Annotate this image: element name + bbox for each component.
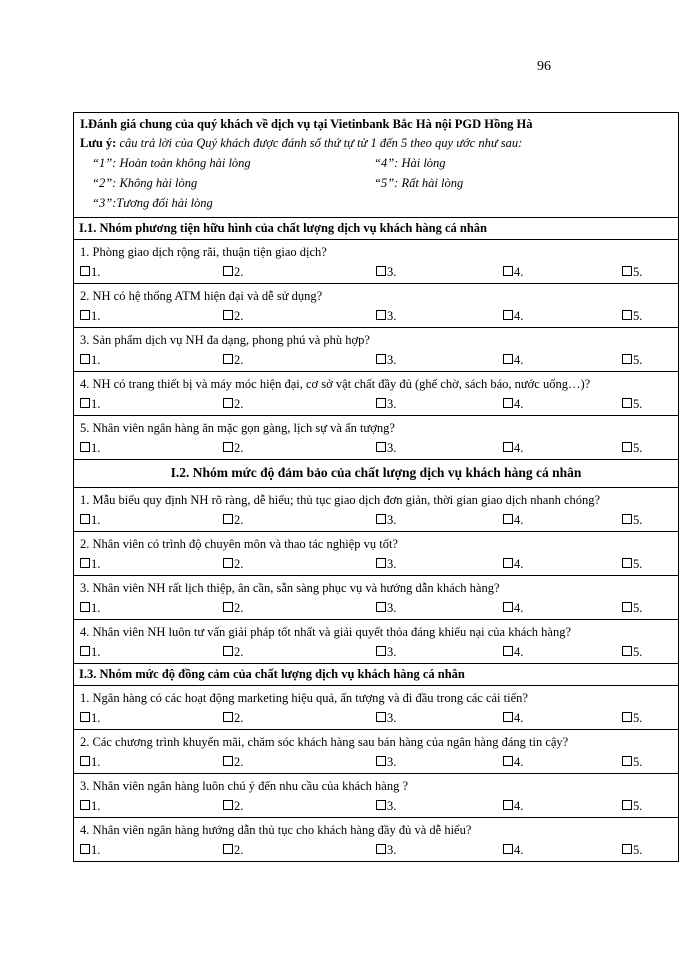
rating-option-label: 4. — [514, 557, 524, 571]
rating-option-4[interactable] — [503, 438, 622, 458]
checkbox[interactable] — [622, 398, 632, 408]
rating-option-label: 2. — [234, 353, 244, 367]
checkbox[interactable] — [223, 712, 233, 722]
rating-options — [80, 752, 673, 772]
rating-option-2[interactable] — [223, 306, 376, 326]
rating-option-label: 4. — [514, 843, 524, 857]
scale-item: “4”: Hài lòng — [374, 156, 446, 170]
rating-option-3[interactable] — [376, 642, 503, 662]
question-row — [74, 328, 678, 372]
checkbox[interactable] — [376, 310, 386, 320]
checkbox[interactable] — [503, 354, 513, 364]
rating-option-4[interactable] — [503, 598, 622, 618]
rating-option-label: 1. — [91, 799, 101, 813]
rating-option-4[interactable] — [503, 796, 622, 816]
rating-option-3[interactable] — [376, 350, 503, 370]
checkbox[interactable] — [80, 756, 90, 766]
rating-option-label: 2. — [234, 843, 244, 857]
survey-title: I.Đánh giá chung của quý khách về dịch vụ tại Vietinbank Bắc Hà nội PGD Hồng Hà — [80, 117, 533, 131]
question-text: 3. Sản phẩm dịch vụ NH đa dạng, phong phú và phù hợp? — [80, 333, 370, 347]
rating-option-label: 2. — [234, 265, 244, 279]
rating-option-label: 5. — [633, 441, 643, 455]
rating-option-label: 4. — [514, 397, 524, 411]
rating-option-label: 5. — [633, 557, 643, 571]
rating-option-3[interactable] — [376, 510, 503, 530]
rating-option-1[interactable] — [80, 642, 223, 662]
rating-option-5[interactable] — [622, 438, 673, 458]
checkbox[interactable] — [503, 602, 513, 612]
checkbox[interactable] — [376, 354, 386, 364]
question-row — [74, 532, 678, 576]
question-row — [74, 240, 678, 284]
rating-option-label: 5. — [633, 353, 643, 367]
rating-option-1[interactable] — [80, 708, 223, 728]
rating-option-4[interactable] — [503, 262, 622, 282]
rating-option-label: 5. — [633, 513, 643, 527]
scale-item: “5”: Rất hài lòng — [374, 176, 464, 190]
rating-options — [80, 438, 673, 458]
rating-option-5[interactable] — [622, 796, 673, 816]
rating-option-label: 3. — [387, 755, 397, 769]
rating-option-3[interactable] — [376, 840, 503, 860]
rating-option-3[interactable] — [376, 554, 503, 574]
rating-option-label: 5. — [633, 755, 643, 769]
rating-option-label: 1. — [91, 265, 101, 279]
checkbox[interactable] — [503, 558, 513, 568]
rating-option-3[interactable] — [376, 598, 503, 618]
rating-option-1[interactable] — [80, 262, 223, 282]
rating-option-label: 3. — [387, 799, 397, 813]
checkbox[interactable] — [80, 398, 90, 408]
rating-option-label: 5. — [633, 397, 643, 411]
rating-option-label: 1. — [91, 843, 101, 857]
rating-option-label: 4. — [514, 441, 524, 455]
rating-option-label: 4. — [514, 755, 524, 769]
checkbox[interactable] — [503, 712, 513, 722]
checkbox[interactable] — [503, 756, 513, 766]
checkbox[interactable] — [223, 844, 233, 854]
checkbox[interactable] — [503, 800, 513, 810]
checkbox[interactable] — [376, 646, 386, 656]
question-text: 3. Nhân viên ngân hàng luôn chú ý đến nhu cầu của khách hàng ? — [80, 779, 409, 793]
rating-option-4[interactable] — [503, 840, 622, 860]
rating-option-2[interactable] — [223, 510, 376, 530]
rating-option-label: 1. — [91, 755, 101, 769]
question-row — [74, 372, 678, 416]
checkbox[interactable] — [80, 712, 90, 722]
rating-option-2[interactable] — [223, 554, 376, 574]
checkbox[interactable] — [376, 266, 386, 276]
checkbox[interactable] — [223, 558, 233, 568]
checkbox[interactable] — [80, 310, 90, 320]
checkbox[interactable] — [80, 844, 90, 854]
rating-option-label: 4. — [514, 799, 524, 813]
rating-option-1[interactable] — [80, 306, 223, 326]
rating-option-1[interactable] — [80, 438, 223, 458]
rating-option-label: 5. — [633, 645, 643, 659]
checkbox[interactable] — [622, 646, 632, 656]
rating-option-5[interactable] — [622, 708, 673, 728]
rating-option-5[interactable] — [622, 350, 673, 370]
rating-option-5[interactable] — [622, 752, 673, 772]
rating-options — [80, 598, 673, 618]
rating-option-label: 1. — [91, 513, 101, 527]
checkbox[interactable] — [622, 354, 632, 364]
checkbox[interactable] — [80, 266, 90, 276]
checkbox[interactable] — [223, 442, 233, 452]
checkbox[interactable] — [376, 844, 386, 854]
rating-option-label: 5. — [633, 711, 643, 725]
checkbox[interactable] — [376, 712, 386, 722]
rating-option-2[interactable] — [223, 350, 376, 370]
rating-option-label: 4. — [514, 513, 524, 527]
rating-options — [80, 642, 673, 662]
rating-option-label: 4. — [514, 309, 524, 323]
page-number: 96 — [537, 59, 551, 74]
rating-option-5[interactable] — [622, 642, 673, 662]
rating-option-5[interactable] — [622, 510, 673, 530]
checkbox[interactable] — [503, 310, 513, 320]
rating-option-5[interactable] — [622, 262, 673, 282]
rating-option-label: 5. — [633, 601, 643, 615]
rating-option-label: 2. — [234, 711, 244, 725]
rating-option-1[interactable] — [80, 510, 223, 530]
rating-option-5[interactable] — [622, 598, 673, 618]
checkbox[interactable] — [376, 398, 386, 408]
rating-option-label: 2. — [234, 645, 244, 659]
rating-option-3[interactable] — [376, 262, 503, 282]
checkbox[interactable] — [503, 266, 513, 276]
rating-option-label: 2. — [234, 441, 244, 455]
checkbox[interactable] — [376, 514, 386, 524]
rating-option-label: 2. — [234, 601, 244, 615]
rating-option-2[interactable] — [223, 708, 376, 728]
intro-block — [74, 113, 678, 218]
note-label: Lưu ý: — [80, 136, 117, 150]
rating-option-5[interactable] — [622, 840, 673, 860]
checkbox[interactable] — [80, 558, 90, 568]
checkbox[interactable] — [376, 602, 386, 612]
rating-option-4[interactable] — [503, 510, 622, 530]
question-row — [74, 686, 678, 730]
section-heading: I.3. Nhóm mức độ đồng cảm của chất lượng dịch vụ khách hàng cá nhân — [74, 664, 678, 686]
rating-option-label: 4. — [514, 601, 524, 615]
question-text: 3. Nhân viên NH rất lịch thiệp, ân cần, sẵn sàng phục vụ và hướng dẫn khách hàng? — [80, 581, 500, 595]
checkbox[interactable] — [223, 646, 233, 656]
checkbox[interactable] — [622, 514, 632, 524]
scale-item: “2”: Không hài lòng — [92, 176, 198, 190]
checkbox[interactable] — [80, 514, 90, 524]
rating-option-5[interactable] — [622, 554, 673, 574]
rating-option-3[interactable] — [376, 394, 503, 414]
rating-option-2[interactable] — [223, 262, 376, 282]
checkbox[interactable] — [503, 442, 513, 452]
question-text: 1. Ngân hàng có các hoạt động marketing hiệu quả, ấn tượng và đi đầu trong các cải tiến? — [80, 691, 528, 705]
rating-option-1[interactable] — [80, 840, 223, 860]
rating-option-label: 2. — [234, 799, 244, 813]
checkbox[interactable] — [80, 442, 90, 452]
instruction-note — [80, 134, 673, 153]
checkbox[interactable] — [376, 800, 386, 810]
rating-option-label: 2. — [234, 397, 244, 411]
rating-option-label: 5. — [633, 799, 643, 813]
question-text: 4. Nhân viên ngân hàng hướng dẫn thủ tục cho khách hàng đầy đủ và dễ hiểu? — [80, 823, 472, 837]
rating-option-5[interactable] — [622, 394, 673, 414]
section-heading: I.2. Nhóm mức độ đảm bảo của chất lượng dịch vụ khách hàng cá nhân — [74, 460, 678, 488]
rating-option-label: 3. — [387, 397, 397, 411]
rating-option-3[interactable] — [376, 306, 503, 326]
checkbox[interactable] — [622, 558, 632, 568]
rating-option-2[interactable] — [223, 598, 376, 618]
rating-option-label: 5. — [633, 843, 643, 857]
rating-option-5[interactable] — [622, 306, 673, 326]
question-row — [74, 416, 678, 460]
checkbox[interactable] — [223, 756, 233, 766]
rating-option-3[interactable] — [376, 708, 503, 728]
scale-item: “1”: Hoàn toàn không hài lòng — [92, 156, 251, 170]
checkbox[interactable] — [376, 442, 386, 452]
rating-options — [80, 796, 673, 816]
question-text: 4. Nhân viên NH luôn tư vấn giải pháp tốt nhất và giải quyết thỏa đáng khiếu nại của khách hàng? — [80, 625, 572, 639]
checkbox[interactable] — [223, 310, 233, 320]
rating-options — [80, 394, 673, 414]
question-row — [74, 730, 678, 774]
rating-option-label: 1. — [91, 557, 101, 571]
rating-option-2[interactable] — [223, 438, 376, 458]
rating-option-4[interactable] — [503, 554, 622, 574]
checkbox[interactable] — [622, 442, 632, 452]
rating-option-label: 4. — [514, 353, 524, 367]
checkbox[interactable] — [80, 354, 90, 364]
checkbox[interactable] — [223, 602, 233, 612]
rating-option-2[interactable] — [223, 840, 376, 860]
checkbox[interactable] — [223, 266, 233, 276]
rating-options — [80, 350, 673, 370]
checkbox[interactable] — [503, 844, 513, 854]
rating-option-label: 3. — [387, 601, 397, 615]
rating-option-label: 5. — [633, 309, 643, 323]
checkbox[interactable] — [80, 646, 90, 656]
rating-option-label: 3. — [387, 843, 397, 857]
sections-container — [74, 218, 678, 861]
checkbox[interactable] — [223, 514, 233, 524]
rating-option-3[interactable] — [376, 752, 503, 772]
rating-option-label: 4. — [514, 711, 524, 725]
question-row — [74, 818, 678, 861]
question-row — [74, 774, 678, 818]
rating-option-2[interactable] — [223, 642, 376, 662]
checkbox[interactable] — [622, 800, 632, 810]
checkbox[interactable] — [80, 602, 90, 612]
question-row — [74, 488, 678, 532]
rating-option-1[interactable] — [80, 554, 223, 574]
rating-option-label: 3. — [387, 513, 397, 527]
question-text: 1. Mẫu biểu quy định NH rõ ràng, dễ hiểu; thủ tục giao dịch đơn giản, thời gian giao dịch nhanh chóng? — [80, 493, 601, 507]
checkbox[interactable] — [80, 800, 90, 810]
scale-item: “3”:Tương đối hài lòng — [92, 196, 213, 210]
rating-option-2[interactable] — [223, 752, 376, 772]
question-row — [74, 620, 678, 664]
rating-option-1[interactable] — [80, 350, 223, 370]
checkbox[interactable] — [223, 354, 233, 364]
rating-option-1[interactable] — [80, 752, 223, 772]
rating-option-4[interactable] — [503, 350, 622, 370]
rating-option-label: 1. — [91, 711, 101, 725]
rating-option-2[interactable] — [223, 796, 376, 816]
rating-option-label: 3. — [387, 353, 397, 367]
rating-option-label: 1. — [91, 601, 101, 615]
rating-option-2[interactable] — [223, 394, 376, 414]
rating-option-label: 3. — [387, 645, 397, 659]
rating-option-1[interactable] — [80, 598, 223, 618]
rating-options — [80, 840, 673, 860]
rating-option-4[interactable] — [503, 708, 622, 728]
rating-option-label: 5. — [633, 265, 643, 279]
rating-option-label: 2. — [234, 755, 244, 769]
rating-options — [80, 262, 673, 282]
question-row — [74, 576, 678, 620]
checkbox[interactable] — [223, 398, 233, 408]
rating-options — [80, 708, 673, 728]
rating-option-3[interactable] — [376, 438, 503, 458]
checkbox[interactable] — [622, 712, 632, 722]
question-text: 1. Phòng giao dịch rộng rãi, thuận tiện giao dịch? — [80, 245, 327, 259]
checkbox[interactable] — [503, 398, 513, 408]
rating-option-label: 3. — [387, 265, 397, 279]
checkbox[interactable] — [223, 800, 233, 810]
checkbox[interactable] — [503, 646, 513, 656]
rating-option-4[interactable] — [503, 306, 622, 326]
rating-option-3[interactable] — [376, 796, 503, 816]
question-text: 4. NH có trang thiết bị và máy móc hiện đại, cơ sở vật chất đầy đủ (ghế chờ, sách báo, nước uống…)? — [80, 377, 591, 391]
question-text: 2. NH có hệ thống ATM hiện đại và dễ sử dụng? — [80, 289, 323, 303]
checkbox[interactable] — [503, 514, 513, 524]
rating-option-label: 1. — [91, 441, 101, 455]
question-row — [74, 284, 678, 328]
rating-options — [80, 554, 673, 574]
rating-option-label: 3. — [387, 557, 397, 571]
checkbox[interactable] — [622, 266, 632, 276]
question-text: 2. Nhân viên có trình độ chuyên môn và thao tác nghiệp vụ tốt? — [80, 537, 398, 551]
rating-option-label: 4. — [514, 645, 524, 659]
checkbox[interactable] — [376, 756, 386, 766]
rating-option-label: 2. — [234, 309, 244, 323]
rating-option-label: 1. — [91, 353, 101, 367]
note-text: câu trả lời của Quý khách được đánh số thứ tự từ 1 đến 5 theo quy ước như sau: — [116, 136, 523, 150]
rating-option-4[interactable] — [503, 642, 622, 662]
rating-option-1[interactable] — [80, 796, 223, 816]
rating-scale — [80, 153, 673, 213]
section-heading: I.1. Nhóm phương tiện hữu hình của chất lượng dịch vụ khách hàng cá nhân — [74, 218, 678, 240]
checkbox[interactable] — [622, 844, 632, 854]
rating-option-1[interactable] — [80, 394, 223, 414]
checkbox[interactable] — [622, 310, 632, 320]
rating-option-label: 4. — [514, 265, 524, 279]
checkbox[interactable] — [376, 558, 386, 568]
question-text: 5. Nhân viên ngân hàng ăn mặc gọn gàng, lịch sự và ấn tượng? — [80, 421, 395, 435]
checkbox[interactable] — [622, 602, 632, 612]
rating-option-label: 3. — [387, 309, 397, 323]
rating-option-label: 1. — [91, 309, 101, 323]
rating-option-label: 2. — [234, 513, 244, 527]
rating-option-label: 3. — [387, 711, 397, 725]
rating-option-label: 1. — [91, 397, 101, 411]
rating-option-label: 3. — [387, 441, 397, 455]
rating-option-label: 2. — [234, 557, 244, 571]
checkbox[interactable] — [622, 756, 632, 766]
rating-option-4[interactable] — [503, 752, 622, 772]
rating-option-label: 1. — [91, 645, 101, 659]
question-text: 2. Các chương trình khuyến mãi, chăm sóc khách hàng sau bán hàng của ngân hàng đáng tin cậy? — [80, 735, 569, 749]
rating-option-4[interactable] — [503, 394, 622, 414]
rating-options — [80, 306, 673, 326]
rating-options — [80, 510, 673, 530]
survey-table — [73, 112, 679, 862]
